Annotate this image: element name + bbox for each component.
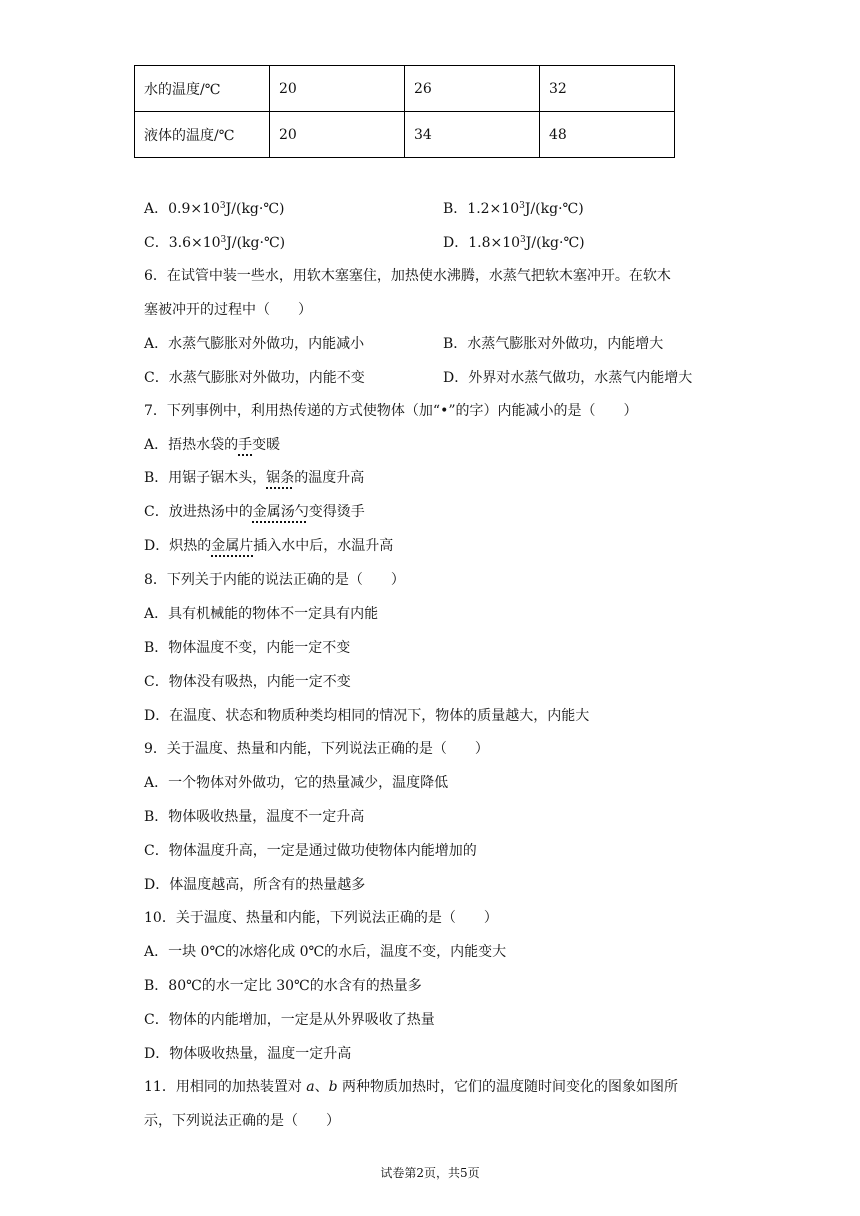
dotted-emphasis: 金属汤勺 xyxy=(252,504,309,520)
q10-option-b: B．80℃的水一定比 30℃的水含有的热量多 xyxy=(144,978,422,994)
variable-b: b xyxy=(328,1079,338,1095)
q9-option-a: A．一个物体对外做功，它的热量减少，温度降低 xyxy=(144,775,449,791)
dotted-emphasis: 锯条 xyxy=(266,470,295,486)
q8-stem: 8．下列关于内能的说法正确的是（ ） xyxy=(144,572,405,588)
option-text: 变暖 xyxy=(252,437,281,453)
q8-option-a: A．具有机械能的物体不一定具有内能 xyxy=(144,606,379,622)
q9-option-b: B．物体吸收热量，温度不一定升高 xyxy=(144,809,365,825)
q6-stem-line2: 塞被冲开的过程中（ ） xyxy=(144,302,312,318)
table-cell: 32 xyxy=(540,66,675,112)
variable-a: a xyxy=(306,1079,315,1095)
q6-option-c: C．水蒸气膨胀对外做功，内能不变 xyxy=(144,370,365,386)
q6-stem-line1: 6．在试管中装一些水，用软木塞塞住，加热使水沸腾，水蒸气把软木塞冲开。在软木 xyxy=(144,268,671,284)
q7-option-c xyxy=(144,501,365,523)
q9-stem: 9．关于温度、热量和内能，下列说法正确的是（ ） xyxy=(144,741,489,757)
table-cell: 26 xyxy=(405,66,540,112)
option-unit: J/(kg·℃) xyxy=(524,201,584,217)
exponent: 3 xyxy=(519,201,525,211)
exponent: 3 xyxy=(220,235,227,245)
q5-option-b xyxy=(443,198,584,220)
option-text: A．0.9×10 xyxy=(144,201,220,217)
stem-text: 11．用相同的加热装置对 xyxy=(144,1079,307,1095)
table-row xyxy=(135,112,675,158)
q11-stem-line1 xyxy=(144,1076,678,1098)
q6-option-d: D．外界对水蒸气做功，水蒸气内能增大 xyxy=(443,370,693,386)
table-row xyxy=(135,66,675,112)
q8-option-c: C．物体没有吸热，内能一定不变 xyxy=(144,674,351,690)
option-unit: J/(kg·℃) xyxy=(225,201,285,217)
table-cell: 20 xyxy=(270,66,405,112)
option-text: 的温度升高 xyxy=(294,470,365,486)
option-text: B．用锯子锯木头， xyxy=(144,470,267,486)
q6-option-b: B．水蒸气膨胀对外做功，内能增大 xyxy=(443,336,664,352)
option-text: D．1.8×10 xyxy=(443,235,521,251)
option-text: B．1.2×10 xyxy=(443,201,520,217)
q11-stem-line2: 示，下列说法正确的是（ ） xyxy=(144,1113,340,1129)
q7-option-a xyxy=(144,434,280,456)
dotted-emphasis: 手 xyxy=(238,437,253,453)
q10-option-d: D．物体吸收热量，温度一定升高 xyxy=(144,1046,352,1062)
q5-option-d xyxy=(443,232,585,254)
option-text: A．捂热水袋的 xyxy=(144,437,239,453)
exponent: 3 xyxy=(520,235,526,245)
table-cell: 20 xyxy=(270,112,405,158)
row-label: 液体的温度/℃ xyxy=(135,112,270,158)
q6-option-a: A．水蒸气膨胀对外做功，内能减小 xyxy=(144,336,365,352)
q9-option-c: C．物体温度升高，一定是通过做功使物体内能增加的 xyxy=(144,843,477,859)
q9-option-d: D．体温度越高，所含有的热量越多 xyxy=(144,877,366,893)
exponent: 3 xyxy=(219,201,226,211)
q10-option-a: A．一块 0℃的冰熔化成 0℃的水后，温度不变，内能变大 xyxy=(144,944,507,960)
row-label: 水的温度/℃ xyxy=(135,66,270,112)
q7-option-d xyxy=(144,535,393,557)
q8-option-d: D．在温度、状态和物质种类均相同的情况下，物体的质量越大，内能大 xyxy=(144,708,590,724)
option-text: 插入水中后，水温升高 xyxy=(253,538,394,554)
dotted-emphasis: 金属片 xyxy=(211,538,254,554)
option-unit: J/(kg·℃) xyxy=(226,235,286,251)
temperature-table xyxy=(134,65,675,158)
option-unit: J/(kg·℃) xyxy=(525,235,585,251)
option-text: D．炽热的 xyxy=(144,538,212,554)
option-text: 变得烫手 xyxy=(308,504,365,520)
q8-option-b: B．物体温度不变，内能一定不变 xyxy=(144,640,351,656)
option-text: C．3.6×10 xyxy=(144,235,221,251)
page-footer: 试卷第2页，共5页 xyxy=(380,1166,480,1180)
table-cell: 34 xyxy=(405,112,540,158)
q7-stem: 7．下列事例中，利用热传递的方式使物体（加“•”的字）内能减小的是（ ） xyxy=(144,403,638,419)
q5-option-a xyxy=(144,198,284,220)
q5-option-c xyxy=(144,232,285,254)
separator: 、 xyxy=(314,1079,329,1095)
option-text: C．放进热汤中的 xyxy=(144,504,253,520)
q10-option-c: C．物体的内能增加，一定是从外界吸收了热量 xyxy=(144,1012,435,1028)
q10-stem: 10．关于温度、热量和内能，下列说法正确的是（ ） xyxy=(144,910,498,926)
stem-text: 两种物质加热时，它们的温度随时间变化的图象如图所 xyxy=(337,1079,679,1095)
q7-option-b xyxy=(144,467,364,489)
table-cell: 48 xyxy=(540,112,675,158)
